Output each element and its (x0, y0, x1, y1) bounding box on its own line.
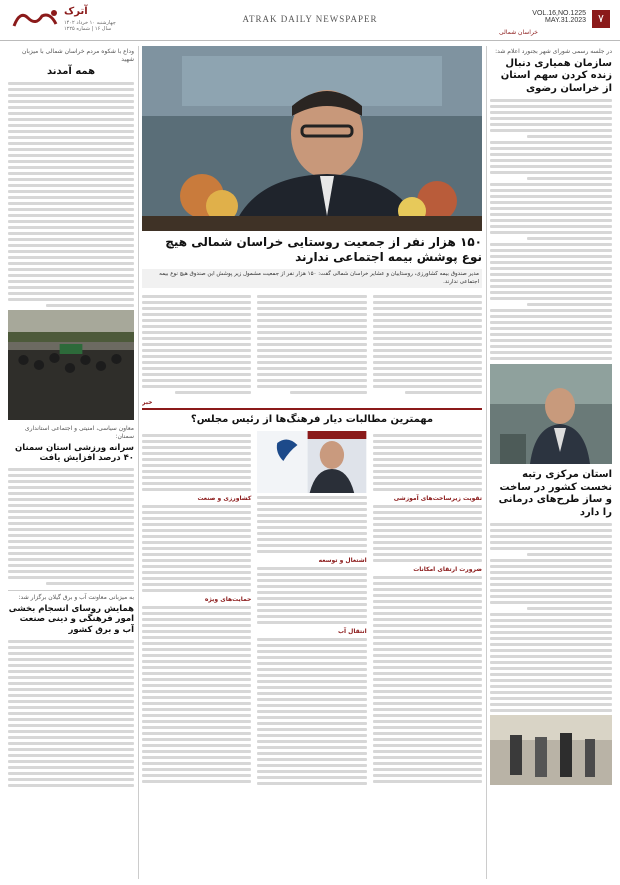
date-en: MAY.31.2023 (545, 17, 586, 24)
date-line: چهارشنبه ۱۰ خرداد ۱۴۰۲ (64, 20, 116, 26)
newspaper-logo-icon (6, 4, 64, 36)
paper-name: ATRAK DAILY NEWSPAPER (242, 14, 378, 24)
official-portrait-photo (490, 364, 612, 464)
article-kicker: به میزبانی معاونت آب و برق گیلان برگزار شد: (8, 590, 134, 602)
subheading: ضرورت ارتقای امکانات (413, 565, 482, 573)
right-column (490, 46, 612, 879)
subheading: اشتغال و توسعه (318, 556, 367, 564)
insurance-director-photo (142, 46, 482, 231)
hospital-construction-photo (490, 715, 612, 785)
left-column (8, 46, 134, 879)
logo-text: آترک (64, 6, 88, 17)
masthead (0, 0, 620, 41)
article-kicker: وداع با شکوه مردم خراسان شمالی با میزبان شهید (22, 48, 134, 63)
parliament-speaker-photo (257, 431, 366, 493)
article-kicker: در جلسه رسمی شورای شهر بجنورد اعلام شد: (495, 48, 612, 55)
vol-label: VOL.16,NO.1225 (532, 10, 586, 17)
masthead-date (64, 20, 154, 32)
article-headline: همه آمدند (46, 65, 96, 77)
subheading: حمایت‌های ویژه (204, 595, 252, 603)
column-divider (138, 46, 139, 879)
news-stamp: خبر (142, 399, 153, 407)
main-caption: مدیر صندوق بیمه کشاورزی، روستاییان و عشایر خراسان شمالی گفت: ۱۵۰ هزار نفر از جمعیت مشمول زیر پوشش این صندوق هیچ نوع بیمه اجتماعی ندارند. (142, 269, 482, 288)
article-headline: سازمان همیاری دنبال زنده کردن سهم استان از خراسان رضوی (500, 57, 612, 94)
section-tag: خراسان شمالی (498, 29, 538, 36)
volume-info (532, 10, 586, 24)
article-body (490, 523, 612, 712)
page-number: ۷ (592, 10, 610, 28)
second-article (142, 408, 482, 788)
main-article-body (142, 292, 482, 397)
column-divider (486, 46, 487, 879)
issue-line: سال ۱۶ | شماره ۱۲۲۵ (64, 26, 112, 32)
article-body (8, 468, 134, 585)
subheading: کشاورزی و صنعت (197, 494, 252, 502)
article-body (8, 640, 134, 787)
second-headline: مهمترین مطالبات دیار فرهنگ‌ها از رئیس مجلس؟ (190, 414, 434, 426)
subheading: تقویت زیرساخت‌های آموزشی (393, 494, 482, 502)
article-headline: سرانه ورزشی استان سمنان ۴۰ درصد افزایش یافت (15, 442, 134, 464)
article-headline: همایش روسای انسجام بخشی امور فرهنگی و دینی صنعت آب و برق کشور (8, 603, 134, 635)
second-article-body (142, 431, 482, 788)
middle-column (142, 46, 482, 879)
article-headline: استان مرکزی رتبه نخست کشور در ساخت و ساز طرح‌های درمانی را دارد (498, 469, 612, 518)
main-headline: ۱۵۰ هزار نفر از جمعیت روستایی خراسان شمالی هیچ نوع پوشش بیمه اجتماعی ندارند (165, 235, 482, 264)
article-body (8, 82, 134, 307)
funeral-crowd-photo (8, 310, 134, 420)
article-body (490, 99, 612, 360)
subheading: انتقال آب (337, 627, 367, 635)
article-kicker: معاون سیاسی، امنیتی و اجتماعی استانداری سمنان: (24, 425, 134, 440)
